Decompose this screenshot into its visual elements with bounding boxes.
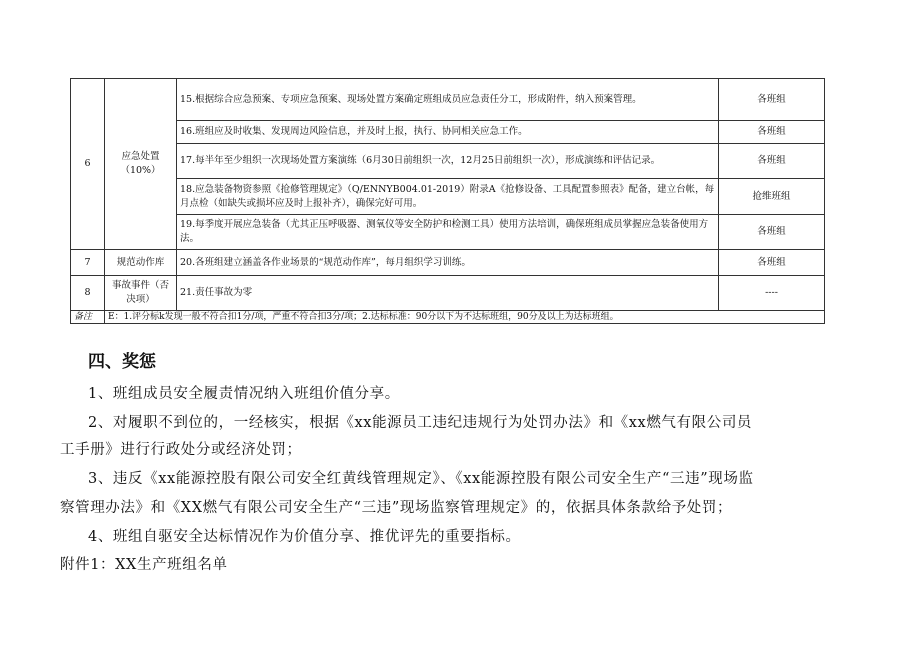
item-category: 规范动作库 [105, 250, 177, 276]
item-category: 应急处置（10%） [105, 79, 177, 250]
item-scope: ---- [719, 276, 825, 311]
item-category: 事故事件（否决项） [105, 276, 177, 311]
item-scope: 各班组 [719, 215, 825, 250]
item-content: 20.各班组建立涵盖各作业场景的“规范动作库”，每月组织学习训练。 [177, 250, 719, 276]
item-scope: 各班组 [719, 121, 825, 144]
attachment-label: 附件1：XX生产班组名单 [60, 557, 228, 573]
paragraph-2-line-1: 2、对履职不到位的，一经核实，根据《xx能源员工违纪违规行为处罚办法》和《xx燃气有限公司员 [88, 415, 753, 431]
item-number: 8 [71, 276, 105, 311]
section-heading: 四、奖惩 [88, 352, 156, 372]
item-content: 15.根据综合应急预案、专项应急预案、现场处置方案确定班组成员应急责任分工，形成附件，纳入预案管理。 [177, 79, 719, 121]
item-content: 18.应急装备物资参照《抢修管理规定》（Q/ENNYB004.01-2019）附录A《抢修设备、工具配置参照表》配备，建立台帐，每月点检（如缺失或损坏应及时上报补齐），确保完好可用。 [177, 179, 719, 215]
item-content: 19.每季度开展应急装备（尤其正压呼吸器、测氧仪等安全防护和检测工具）使用方法培训，确保班组成员掌握应急装备使用方法。 [177, 215, 719, 250]
item-scope: 各班组 [719, 250, 825, 276]
paragraph-3-line-2: 察管理办法》和《XX燃气有限公司安全生产“三违”现场监察管理规定》的，依据具体条款给予处罚； [60, 500, 733, 516]
note-text: E：1.评分标k发现一般不符合扣1分/项，严重不符合扣3分/项；2.达标标准：90分以下为不达标班组，90分及以上为达标班组。 [105, 311, 825, 324]
item-scope: 各班组 [719, 144, 825, 179]
paragraph-2-line-2: 工手册》进行行政处分或经济处罚； [60, 442, 302, 458]
table-row [71, 79, 825, 121]
item-number: 7 [71, 250, 105, 276]
item-content: 16.班组应及时收集、发现周边风险信息，并及时上报，执行、协同相关应急工作。 [177, 121, 719, 144]
note-label: 备注 [71, 311, 105, 324]
item-number: 6 [71, 79, 105, 250]
table-row [71, 121, 825, 144]
paragraph-3-line-1: 3、违反《xx能源控股有限公司安全红黄线管理规定》、《xx能源控股有限公司安全生产“三违”现场监 [88, 471, 754, 487]
paragraph-4: 4、班组自驱安全达标情况作为价值分享、推优评先的重要指标。 [88, 529, 521, 545]
table-row [71, 215, 825, 250]
item-scope: 抢维班组 [719, 179, 825, 215]
table-row [71, 250, 825, 276]
table-row [71, 144, 825, 179]
note-row [71, 311, 825, 324]
item-scope: 各班组 [719, 79, 825, 121]
item-content: 17.每半年至少组织一次现场处置方案演练（6月30日前组织一次，12月25日前组织一次），形成演练和评估记录。 [177, 144, 719, 179]
item-content: 21.责任事故为零 [177, 276, 719, 311]
assessment-table [70, 78, 825, 324]
paragraph-1: 1、班组成员安全履责情况纳入班组价值分享。 [88, 386, 400, 402]
table-row [71, 276, 825, 311]
table-row [71, 179, 825, 215]
